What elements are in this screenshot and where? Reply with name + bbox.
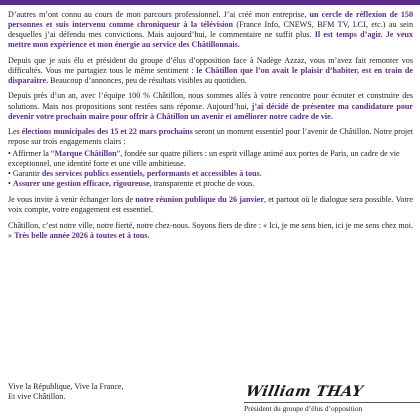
- text: Les: [8, 127, 22, 137]
- list-item: [8, 169, 413, 179]
- text: ”, fondée sur quatre piliers : un esprit village animé aux portes de Paris, un cadre de vie exceptionnel, une identité forte et une ville ambitieuse.: [8, 149, 400, 169]
- text: Je vous invite à venir échanger lors de: [8, 195, 136, 204]
- text: Châtillon, c’est notre ville, notre fierté, notre chez-nous. Soyons fiers de dire : « Ici, je me sens bien, ici je me sens chez moi. »: [8, 220, 413, 240]
- paragraph-elections: [8, 127, 413, 147]
- letter-footer: [8, 382, 413, 418]
- top-accent-bar: [0, 0, 420, 5]
- text: Depuis que je suis élu et président du groupe d’élus d’opposition face à Nadège Azzaz, vous m’avez fait remonter vos difficultés. Vous me partagiez tous le même sentiment :: [8, 55, 413, 75]
- highlight: un cercle de réflexion de 150 personnes et suis intervenu comme chroniqueur à la télévision: [8, 10, 413, 30]
- text: (France Info, CNEWS, BFM TV, LCI, etc.) au sein desquelles j’ai défendu mes convictions. Mais aujourd’hui, le commentaire ne suffit plus.: [8, 20, 413, 40]
- commitments-list: [8, 149, 413, 189]
- closing-salutation: [8, 382, 124, 402]
- highlight: notre réunion publique du 26 janvier: [135, 195, 264, 204]
- list-item: [8, 179, 413, 189]
- text: seront un moment essentiel pour l’avenir de Châtillon. Notre projet repose sur trois engagements clairs :: [8, 127, 413, 147]
- highlight: Il est temps d’agir. Je veux mettre mon expérience et mon énergie au service des Châtillonnais.: [8, 30, 413, 50]
- list-item: [8, 149, 413, 169]
- highlight: Très belle année 2026 à toutes et à tous.: [14, 230, 150, 240]
- highlight: élections municipales des 15 et 22 mars prochains: [21, 127, 193, 137]
- text: .: [259, 169, 262, 179]
- paragraph-opposition: [8, 56, 413, 86]
- paragraph-candidacy: [8, 91, 413, 121]
- highlight: j’ai décidé de présenter ma candidature pour devenir votre prochain maire pour offrir à Châtillon un avenir et améliorer notre cadre de vie.: [8, 101, 413, 121]
- paragraph-meeting: [8, 195, 413, 215]
- text: D’autres m’ont connu au cours de mon parcours professionnel. J’ai créé mon entreprise,: [8, 10, 310, 19]
- highlight: Assurer une gestion efficace, rigoureuse: [12, 179, 150, 189]
- text: , transparente et proche de vous.: [149, 179, 255, 189]
- highlight: le Châtillon que l’on avait le plaisir d’habiter, est en train de disparaître.: [8, 65, 414, 85]
- signature: William THAY: [244, 383, 365, 400]
- closing-line: Et vive Châtillon.: [8, 392, 66, 402]
- signature-title: Président du groupe d’élus d’opposition: [244, 404, 363, 413]
- text: Depuis près d’un an, avec l’équipe 100 % Châtillon, nous sommes allés à votre rencontre pour écouter et construire des solutions. Mais nos propositions sont restées sans réponse. Aujourd’hui,: [8, 91, 413, 111]
- paragraph-career: [8, 10, 413, 50]
- text: • Garantir: [8, 169, 42, 179]
- text: Beaucoup d’annonces, peu de résultats visibles au quotidien.: [48, 75, 247, 85]
- closing-line: Vive la République, Vive la France,: [8, 382, 124, 391]
- paragraph-pride: [8, 221, 413, 241]
- text: • Affirmer la “: [8, 149, 55, 159]
- highlight: des services publics essentiels, performants et accessibles à tous: [41, 169, 260, 179]
- text: , et partout où le dialogue sera possible. Votre voix compte, votre engagement est essentiel.: [8, 195, 413, 215]
- highlight: Marque Châtillon: [54, 149, 117, 159]
- signature-rule: [244, 402, 420, 403]
- letter-body: [8, 10, 413, 246]
- text: •: [8, 179, 13, 189]
